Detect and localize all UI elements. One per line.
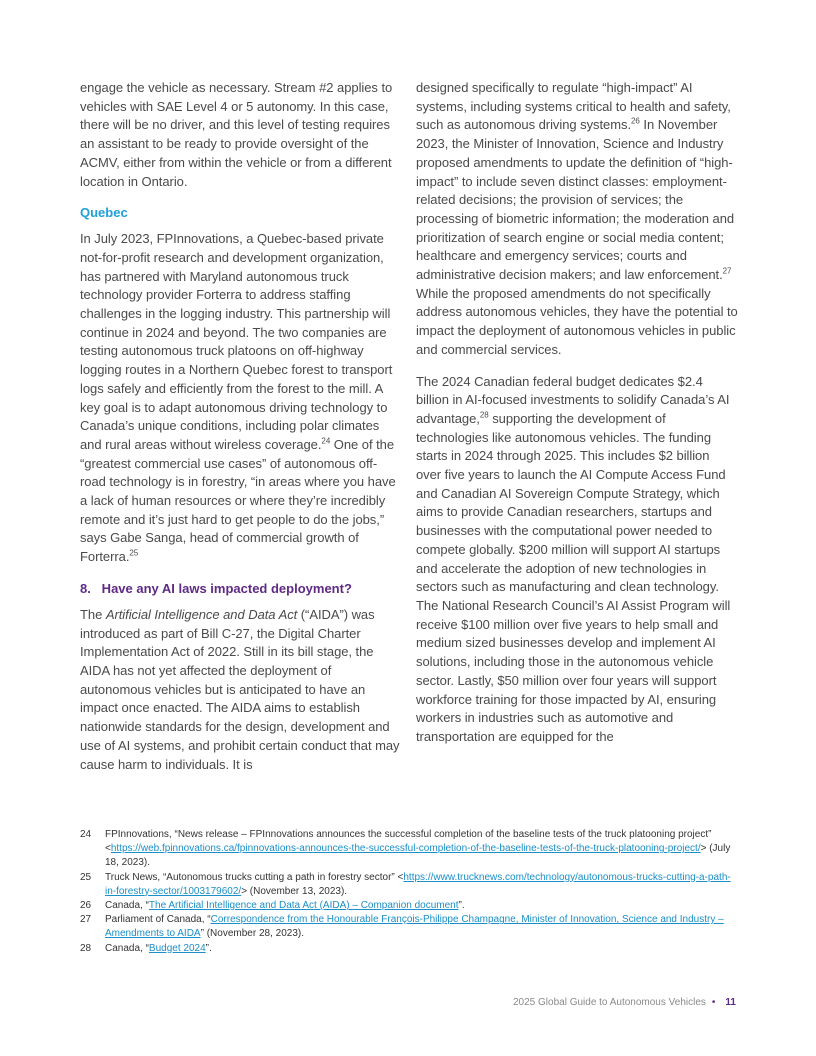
footnote-ref-24[interactable]: 24 — [321, 436, 331, 446]
footnote-number: 27 — [80, 914, 92, 926]
budget-paragraph — [416, 373, 738, 747]
footnote-text: ” (November 28, 2023). — [200, 928, 304, 940]
high-impact-text-c: While the proposed amendments do not specifically address autonomous vehicles, they have the potential to impact the deployment of autonomous vehicles in public and commercial services. — [416, 285, 738, 357]
footnote-27 — [80, 913, 740, 941]
right-column — [416, 79, 738, 760]
footnote-number: 26 — [80, 900, 92, 912]
footnote-text: > (November 13, 2023). — [241, 885, 348, 897]
left-column — [80, 79, 402, 787]
quebec-text-b: One of the “greatest commercial use cases” of autonomous off-road technology is in forestry, “in areas where you have a lack of human resources or where they’re incredibly remote and it’s just hard to get people to do the jobs,” says Gabe Sanga, head of commercial growth of Forterra. — [80, 436, 396, 565]
footnote-ref-25[interactable]: 25 — [129, 548, 139, 558]
footnote-25 — [80, 871, 740, 899]
footer-separator: • — [711, 997, 716, 1008]
aida-paragraph — [80, 606, 402, 774]
high-impact-paragraph — [416, 79, 738, 360]
footnote-number: 28 — [80, 942, 92, 954]
footnote-link[interactable]: https://www.trucknews.com/technology/autonomous-trucks-cutting-a-path-in-forestry-sector/1003179602/ — [105, 871, 731, 897]
footnote-link[interactable]: https://web.fpinnovations.ca/fpinnovations-announces-the-successful-completion-of-the-baseline-tests-of-the-truck-platooning-project/ — [110, 843, 701, 855]
page-number: 11 — [725, 997, 736, 1008]
footnote-text: Truck News, “Autonomous trucks cutting a path in forestry sector” < — [105, 871, 404, 883]
footnote-text: ”. — [205, 942, 212, 954]
footnote-text: Canada, “ — [105, 942, 149, 954]
footnote-28 — [80, 942, 740, 956]
budget-text-b: supporting the development of technologies like autonomous vehicles. The funding starts in 2024 through 2025. This includes $2 billion over five years to launch the AI Compute Access Fund and Canadian AI Sovereign Compute Strategy, which aims to provide Canadian researchers, startups and businesses with the computational power needed to compete globally. $200 million will support AI startups and accelerate the adoption of new technologies in sectors such as manufacturing and clean technology. The National Research Council’s AI Assist Program will receive $100 million over five years to help small and medium sized businesses develop and implement AI solutions, including those in the autonomous vehicle sector. Lastly, $50 million over four years will support workforce training for those impacted by AI, ensuring workers in industries such as automotive and transportation are equipped for the — [416, 410, 731, 744]
aida-text-post: (“AIDA”) was introduced as part of Bill C-27, the Digital Charter Implementation Act of 2022. Still in its bill stage, the AIDA has not yet affected the deployment of autonomous vehicles but is anticipated to have an impact once enacted. The AIDA aims to establish nationwide standards for the design, development and use of AI systems, and prohibit certain conduct that may cause harm to individuals. It is — [80, 606, 400, 772]
question-8-heading: 8. Have any AI laws impacted deployment? — [80, 580, 352, 596]
footnote-text: > (July 18, 2023). — [105, 843, 731, 869]
footnote-ref-26[interactable]: 26 — [631, 117, 640, 127]
high-impact-text-b: In November 2023, the Minister of Innovation, Science and Industry proposed amendments to update the definition of “high-impact” to include seven distinct classes: employment-related decisions; the provision of services; the processing of biometric information; the moderation and prioritization of search engine or social media content; healthcare and emergency services; courts and administrative decision makers; and law enforcement. — [416, 117, 735, 283]
footnote-text: FPInnovations, “News release – FPInnovations announces the successful completion of the baseline tests of the truck platooning project” < — [105, 829, 712, 855]
footnote-text: ”. — [458, 900, 465, 912]
footnote-ref-27[interactable]: 27 — [722, 266, 732, 276]
footnote-link[interactable]: Budget 2024 — [148, 942, 206, 954]
footer-title: 2025 Global Guide to Autonomous Vehicles — [512, 997, 706, 1008]
quebec-heading: Quebec — [80, 205, 128, 221]
footnotes — [80, 828, 740, 956]
aida-title: Artificial Intelligence and Data Act — [105, 606, 298, 622]
footnote-number: 24 — [80, 829, 92, 840]
footnote-text: Parliament of Canada, “ — [105, 914, 211, 926]
intro-paragraph: engage the vehicle as necessary. Stream #2 applies to vehicles with SAE Level 4 or 5 autonomy. In this case, there will be no driver, and this level of testing requires an assistant to be ready to provide oversight of the ACMV, either from within the vehicle or from a different location in Ontario. — [80, 80, 393, 189]
footnote-text: Canada, “ — [105, 900, 149, 912]
quebec-paragraph — [80, 230, 402, 567]
page-footer — [513, 997, 736, 1008]
aida-text-pre: The — [80, 606, 106, 622]
footnote-ref-28[interactable]: 28 — [479, 410, 489, 420]
footnote-24 — [80, 828, 740, 871]
footnote-number: 25 — [80, 871, 92, 883]
footnote-link[interactable]: The Artificial Intelligence and Data Act (AIDA) – Companion document — [148, 900, 459, 912]
footnote-link[interactable]: Correspondence from the Honourable François-Philippe Champagne, Minister of Innovation, Science and Industry – Amendments to AIDA — [105, 914, 724, 940]
budget-text-a: The 2024 Canadian federal budget dedicates $2.4 billion in AI-focused investments to solidify Canada’s AI advantage, — [416, 373, 730, 426]
high-impact-text-a: designed specifically to regulate “high-impact” AI systems, including systems critical to health and safety, such as autonomous driving systems. — [416, 80, 731, 133]
quebec-text-a: In July 2023, FPInnovations, a Quebec-based private not-for-profit research and development organization, has partnered with Maryland autonomous truck technology provider Forterra to address staffing challenges in the logging industry. This partnership will continue in 2024 and beyond. The two companies are testing autonomous truck platoons on off-highway logging routes in a Northern Quebec forest to transport logs safely and efficiently from the forest to the mill. A key goal is to adapt autonomous driving technology to Canada’s unique conditions, including polar climates and rural areas without wireless coverage. — [80, 231, 393, 452]
footnote-26 — [80, 899, 740, 913]
